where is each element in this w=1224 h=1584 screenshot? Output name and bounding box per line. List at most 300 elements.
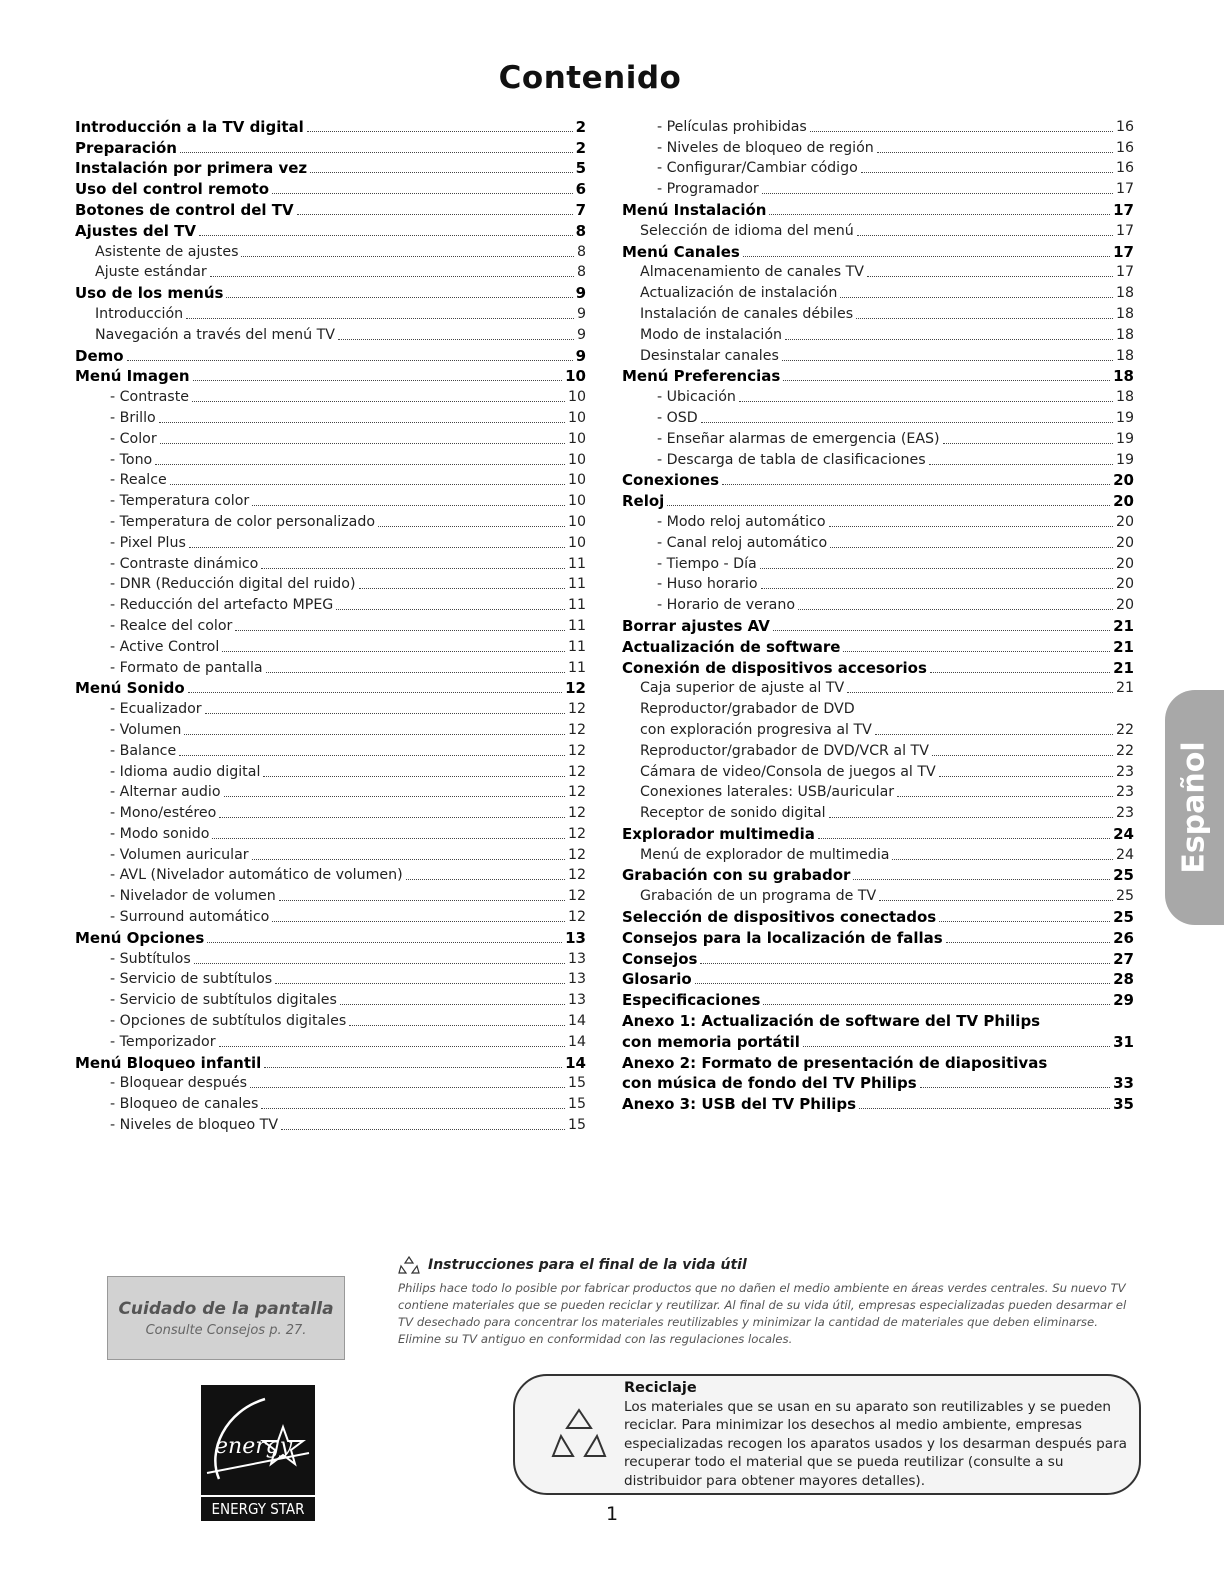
toc-entry xyxy=(75,802,586,823)
toc-entry-page: 10 xyxy=(565,367,586,386)
toc-entry-page: 19 xyxy=(1115,430,1134,447)
dot-leader xyxy=(810,131,1113,132)
toc-entry-page: 2 xyxy=(575,138,586,157)
dot-leader xyxy=(762,193,1113,194)
toc-entry xyxy=(622,740,1134,761)
dot-leader xyxy=(857,235,1113,236)
dot-leader xyxy=(722,484,1110,485)
toc-entry-page: 27 xyxy=(1113,949,1134,968)
dot-leader xyxy=(226,297,572,298)
toc-entry-title: - Contraste dinámico xyxy=(110,555,259,572)
toc-entry-page: 9 xyxy=(576,305,586,322)
toc-entry-title: - Nivelador de volumen xyxy=(110,888,276,905)
dot-leader xyxy=(743,256,1110,257)
dot-leader xyxy=(184,734,565,735)
screen-care-subtitle: Consulte Consejos p. 27. xyxy=(145,1322,307,1338)
toc-entry xyxy=(75,594,586,615)
toc-entry-title: - Niveles de bloqueo de región xyxy=(657,139,874,156)
toc-entry xyxy=(75,345,586,366)
toc-entry xyxy=(75,532,586,553)
page-title: Contenido xyxy=(498,60,682,96)
dot-leader xyxy=(219,817,565,818)
toc-entry xyxy=(622,178,1134,199)
dot-leader xyxy=(773,630,1110,631)
dot-leader xyxy=(186,318,574,319)
toc-entry xyxy=(622,927,1134,948)
toc-entry-page: 10 xyxy=(567,513,586,530)
dot-leader xyxy=(929,464,1113,465)
toc-entry-title: - Programador xyxy=(657,181,759,198)
toc-entry-title: - DNR (Reducción digital del ruido) xyxy=(110,576,356,593)
dot-leader xyxy=(946,942,1110,943)
dot-leader xyxy=(829,817,1113,818)
toc-entry-title: Uso de los menús xyxy=(75,284,224,303)
toc-entry-title: Actualización de software xyxy=(622,637,841,656)
dot-leader xyxy=(867,276,1113,277)
toc-entry-page: 23 xyxy=(1115,805,1134,822)
toc-entry xyxy=(75,1093,586,1114)
toc-entry-title: - Descarga de tabla de clasificaciones xyxy=(657,451,926,468)
toc-entry-page: 17 xyxy=(1113,242,1134,261)
toc-entry-page: 12 xyxy=(567,721,586,738)
toc-entry xyxy=(622,553,1134,574)
toc-right-column xyxy=(622,116,1134,1114)
dot-leader xyxy=(192,401,565,402)
toc-entry-page: 11 xyxy=(567,617,586,634)
toc-entry-page: 8 xyxy=(576,243,586,260)
toc-entry-title: Almacenamiento de canales TV xyxy=(640,264,864,281)
toc-entry-page: 17 xyxy=(1113,200,1134,219)
dot-leader xyxy=(159,422,565,423)
toc-entry-title: - Realce del color xyxy=(110,617,233,634)
toc-entry-page: 10 xyxy=(567,493,586,510)
toc-entry-title: - Surround automático xyxy=(110,909,270,926)
dot-leader xyxy=(281,1129,565,1130)
toc-entry xyxy=(75,449,586,470)
dot-leader xyxy=(930,672,1110,673)
toc-entry-page: 8 xyxy=(575,221,586,240)
toc-entry xyxy=(622,719,1134,740)
toc-entry-title: - Realce xyxy=(110,472,167,489)
toc-entry xyxy=(75,220,586,241)
dot-leader xyxy=(761,588,1113,589)
toc-entry-page: 15 xyxy=(567,1075,586,1092)
toc-entry-page: 21 xyxy=(1113,616,1134,635)
toc-entry xyxy=(75,1010,586,1031)
dot-leader xyxy=(783,380,1110,381)
toc-entry xyxy=(622,428,1134,449)
dot-leader xyxy=(199,235,573,236)
toc-entry-title: Conexión de dispositivos accesorios xyxy=(622,658,927,677)
dot-leader xyxy=(272,921,565,922)
toc-entry-title: - Servicio de subtítulos digitales xyxy=(110,992,337,1009)
toc-entry xyxy=(622,615,1134,636)
toc-entry-title: - Volumen xyxy=(110,721,182,738)
toc-entry-page: 23 xyxy=(1115,763,1134,780)
toc-entry-title: - Opciones de subtítulos digitales xyxy=(110,1013,347,1030)
toc-entry-title: Consejos para la localización de fallas xyxy=(622,928,943,947)
toc-entry-title: Reproductor/grabador de DVD xyxy=(640,701,855,718)
dot-leader xyxy=(843,651,1110,652)
toc-entry-page: 5 xyxy=(575,159,586,178)
toc-entry-title: Consejos xyxy=(622,949,698,968)
toc-entry xyxy=(75,490,586,511)
toc-entry-title: - Formato de pantalla xyxy=(110,659,263,676)
toc-left-column xyxy=(75,116,586,1135)
toc-entry-page: 22 xyxy=(1115,742,1134,759)
toc-entry-title: - Ecualizador xyxy=(110,701,202,718)
toc-entry xyxy=(75,324,586,345)
dot-leader xyxy=(939,776,1113,777)
dot-leader xyxy=(241,256,574,257)
toc-entry-page: 35 xyxy=(1113,1095,1134,1114)
dot-leader xyxy=(336,609,565,610)
toc-entry-title: - Bloqueo de canales xyxy=(110,1096,259,1113)
toc-entry-title: Demo xyxy=(75,346,124,365)
toc-entry xyxy=(75,615,586,636)
toc-entry-title: - Mono/estéreo xyxy=(110,805,217,822)
dot-leader xyxy=(310,172,572,173)
toc-entry-page: 24 xyxy=(1113,824,1134,843)
toc-entry-title: Receptor de sonido digital xyxy=(640,805,826,822)
toc-entry xyxy=(75,823,586,844)
toc-entry-page: 12 xyxy=(567,742,586,759)
dot-leader xyxy=(189,547,565,548)
language-side-tab xyxy=(1165,690,1224,925)
dot-leader xyxy=(760,568,1113,569)
toc-entry xyxy=(75,553,586,574)
toc-entry-title: - Brillo xyxy=(110,409,156,426)
toc-entry-title: Menú Sonido xyxy=(75,679,185,698)
toc-entry-page: 25 xyxy=(1113,908,1134,927)
toc-entry-page: 20 xyxy=(1115,513,1134,530)
dot-leader xyxy=(892,859,1112,860)
toc-entry-title: - Enseñar alarmas de emergencia (EAS) xyxy=(657,430,940,447)
toc-entry-page: 33 xyxy=(1113,1074,1134,1093)
dot-leader xyxy=(700,963,1110,964)
screen-care-box xyxy=(107,1276,345,1360)
toc-entry-page: 11 xyxy=(567,555,586,572)
toc-entry xyxy=(622,636,1134,657)
toc-entry xyxy=(75,719,586,740)
dot-leader xyxy=(769,214,1110,215)
toc-entry xyxy=(622,657,1134,678)
dot-leader xyxy=(297,214,573,215)
toc-entry xyxy=(75,657,586,678)
toc-entry-title: - AVL (Nivelador automático de volumen) xyxy=(110,867,403,884)
toc-entry-page: 18 xyxy=(1115,389,1134,406)
toc-entry-title: Anexo 3: USB del TV Philips xyxy=(622,1095,857,1114)
toc-entry-title: Especificaciones xyxy=(622,991,761,1010)
toc-entry-title: - Reducción del artefacto MPEG xyxy=(110,597,334,614)
toc-entry-page: 14 xyxy=(567,1013,586,1030)
toc-entry-page: 12 xyxy=(567,825,586,842)
toc-entry-page: 19 xyxy=(1115,409,1134,426)
toc-entry-page: 21 xyxy=(1113,637,1134,656)
toc-entry xyxy=(75,470,586,491)
toc-entry-title: Introducción xyxy=(95,305,184,322)
energy-star-label: ENERGY STAR xyxy=(201,1495,315,1521)
dot-leader xyxy=(829,526,1113,527)
toc-entry-title: Menú Opciones xyxy=(75,928,205,947)
toc-entry-title: Anexo 1: Actualización de software del TV Philips xyxy=(622,1012,1041,1031)
toc-entry-page: 20 xyxy=(1115,534,1134,551)
recycle-title: Reciclaje xyxy=(624,1380,697,1396)
toc-entry xyxy=(622,407,1134,428)
end-of-life-title: Instrucciones para el final de la vida útil xyxy=(428,1257,747,1273)
dot-leader xyxy=(263,776,565,777)
toc-entry-page: 12 xyxy=(567,867,586,884)
dot-leader xyxy=(261,1108,565,1109)
dot-leader xyxy=(920,1087,1110,1088)
toc-entry-title: Menú Instalación xyxy=(622,200,767,219)
toc-entry xyxy=(75,199,586,220)
toc-entry-title: Asistente de ajustes xyxy=(95,243,239,260)
dot-leader xyxy=(279,900,565,901)
toc-entry xyxy=(75,282,586,303)
toc-entry xyxy=(75,428,586,449)
toc-entry xyxy=(75,636,586,657)
toc-entry-title: - Niveles de bloqueo TV xyxy=(110,1117,279,1134)
toc-entry xyxy=(622,574,1134,595)
toc-entry xyxy=(75,782,586,803)
toc-entry xyxy=(75,948,586,969)
toc-entry-page: 17 xyxy=(1115,264,1134,281)
dot-leader xyxy=(207,942,562,943)
dot-leader xyxy=(338,339,574,340)
dot-leader xyxy=(859,1108,1110,1109)
dot-leader xyxy=(180,152,573,153)
toc-entry-title: Menú Bloqueo infantil xyxy=(75,1053,262,1072)
toc-entry xyxy=(622,386,1134,407)
toc-entry xyxy=(622,199,1134,220)
language-label: Español xyxy=(1177,741,1213,874)
toc-entry-page: 11 xyxy=(567,576,586,593)
toc-entry xyxy=(622,262,1134,283)
toc-entry xyxy=(622,241,1134,262)
dot-leader xyxy=(264,1067,562,1068)
toc-entry-title: Botones de control del TV xyxy=(75,200,294,219)
toc-entry-title: - Huso horario xyxy=(657,576,758,593)
toc-entry xyxy=(622,1052,1134,1073)
toc-entry-page: 19 xyxy=(1115,451,1134,468)
toc-entry-title: Grabación con su grabador xyxy=(622,866,851,885)
toc-entry xyxy=(75,1073,586,1094)
toc-entry xyxy=(622,470,1134,491)
toc-entry-title: Explorador multimedia xyxy=(622,824,815,843)
toc-entry-page: 18 xyxy=(1115,326,1134,343)
dot-leader xyxy=(340,1004,565,1005)
toc-entry-title: Menú de explorador de multimedia xyxy=(640,846,890,863)
dot-leader xyxy=(763,1004,1110,1005)
toc-entry-title: - Temporizador xyxy=(110,1033,216,1050)
recycle-icon xyxy=(551,1406,607,1460)
dot-leader xyxy=(701,422,1113,423)
toc-entry-page: 20 xyxy=(1115,555,1134,572)
dot-leader xyxy=(127,360,573,361)
dot-leader xyxy=(932,755,1113,756)
toc-entry-title: - Modo sonido xyxy=(110,825,210,842)
dot-leader xyxy=(818,838,1110,839)
dot-leader xyxy=(739,401,1113,402)
toc-entry-page: 13 xyxy=(567,971,586,988)
recycle-small-icon xyxy=(398,1256,420,1274)
toc-entry xyxy=(75,678,586,699)
toc-entry xyxy=(622,844,1134,865)
toc-entry xyxy=(622,885,1134,906)
toc-entry-page: 16 xyxy=(1115,160,1134,177)
toc-entry-title: - Active Control xyxy=(110,638,220,655)
toc-entry xyxy=(622,698,1134,719)
toc-entry-title: Menú Imagen xyxy=(75,367,190,386)
toc-entry-title: - Contraste xyxy=(110,389,189,406)
toc-entry-title: Anexo 2: Formato de presentación de diapositivas xyxy=(622,1053,1048,1072)
toc-entry xyxy=(622,823,1134,844)
dot-leader xyxy=(222,651,565,652)
dot-leader xyxy=(803,1046,1110,1047)
toc-entry-page: 28 xyxy=(1113,970,1134,989)
toc-entry xyxy=(622,948,1134,969)
toc-entry-title: - Bloquear después xyxy=(110,1075,247,1092)
toc-entry-page: 2 xyxy=(575,117,586,136)
dot-leader xyxy=(378,526,565,527)
energy-star-icon xyxy=(205,1391,311,1491)
toc-entry xyxy=(622,906,1134,927)
toc-entry xyxy=(622,802,1134,823)
dot-leader xyxy=(798,609,1113,610)
toc-entry-title: con memoria portátil xyxy=(622,1032,800,1051)
toc-entry-page: 9 xyxy=(576,326,586,343)
toc-entry-title: Grabación de un programa de TV xyxy=(640,888,877,905)
toc-entry-page: 11 xyxy=(567,638,586,655)
toc-entry-page: 17 xyxy=(1115,181,1134,198)
dot-leader xyxy=(272,193,573,194)
toc-entry-page: 7 xyxy=(575,200,586,219)
dot-leader xyxy=(695,983,1110,984)
toc-entry-page: 11 xyxy=(567,597,586,614)
dot-leader xyxy=(943,443,1113,444)
toc-entry-page: 12 xyxy=(567,763,586,780)
toc-entry-page: 16 xyxy=(1115,139,1134,156)
dot-leader xyxy=(210,276,574,277)
toc-entry xyxy=(622,594,1134,615)
toc-entry-page: 15 xyxy=(567,1117,586,1134)
toc-entry xyxy=(622,678,1134,699)
toc-entry-page: 20 xyxy=(1113,492,1134,511)
dot-leader xyxy=(897,796,1113,797)
toc-entry-page: 9 xyxy=(575,284,586,303)
toc-entry-page: 14 xyxy=(567,1033,586,1050)
toc-entry xyxy=(75,1114,586,1135)
toc-entry-page: 12 xyxy=(565,679,586,698)
toc-entry xyxy=(75,844,586,865)
toc-entry-title: Menú Canales xyxy=(622,242,740,261)
toc-entry-title: - Películas prohibidas xyxy=(657,118,807,135)
toc-entry-page: 18 xyxy=(1115,347,1134,364)
toc-entry xyxy=(75,303,586,324)
dot-leader xyxy=(219,1046,565,1047)
toc-entry-title: Borrar ajustes AV xyxy=(622,616,770,635)
dot-leader xyxy=(235,630,565,631)
recycle-body: Los materiales que se usan en su aparato son reutilizables y se pueden reciclar. Para minimizar los desechos al medio ambiente, empresas especializadas recogen los aparatos usados y los desarman después para recuperar todo el material que se pueda reutilizar (consulte a su distribuidor para obtener mayores detalles). xyxy=(624,1399,1127,1489)
toc-entry xyxy=(75,574,586,595)
dot-leader xyxy=(212,838,565,839)
toc-entry-title: Caja superior de ajuste al TV xyxy=(640,680,845,697)
toc-entry-page: 18 xyxy=(1113,367,1134,386)
toc-entry xyxy=(622,1093,1134,1114)
dot-leader xyxy=(252,505,565,506)
toc-entry-title: - Tono xyxy=(110,451,153,468)
toc-entry-title: - Idioma audio digital xyxy=(110,763,261,780)
toc-entry-title: - Modo reloj automático xyxy=(657,513,826,530)
toc-entry-title: - OSD xyxy=(657,409,698,426)
toc-entry-page: 23 xyxy=(1115,784,1134,801)
toc-entry-page: 21 xyxy=(1115,680,1134,697)
toc-entry xyxy=(622,137,1134,158)
toc-entry-page: 10 xyxy=(567,451,586,468)
toc-entry-title: - Ubicación xyxy=(657,389,736,406)
toc-entry-title: Ajuste estándar xyxy=(95,264,207,281)
toc-entry-title: Introducción a la TV digital xyxy=(75,117,304,136)
dot-leader xyxy=(785,339,1113,340)
toc-entry xyxy=(622,1031,1134,1052)
toc-entry xyxy=(75,1052,586,1073)
toc-entry xyxy=(622,865,1134,886)
dot-leader xyxy=(205,713,565,714)
toc-entry-page: 9 xyxy=(575,346,586,365)
toc-entry-title: Uso del control remoto xyxy=(75,180,270,199)
toc-entry xyxy=(75,1031,586,1052)
toc-entry xyxy=(75,241,586,262)
toc-entry-page: 11 xyxy=(567,659,586,676)
toc-entry-page: 10 xyxy=(567,389,586,406)
toc-entry xyxy=(75,927,586,948)
toc-entry xyxy=(622,158,1134,179)
dot-leader xyxy=(861,172,1113,173)
end-of-life-body: Philips hace todo lo posible por fabricar productos que no dañen el medio ambiente en áreas verdes centrales. Su nuevo TV contiene materiales que se pueden reciclar y reutilizar. Al final de su vida útil, empresas especializadas pueden desarmar el TV desechado para concentrar los materiales reutilizables y minimizar la cantidad de materiales que deben eliminarse. Elimine su TV antiguo en conformidad con las regulaciones locales. xyxy=(398,1281,1127,1346)
dot-leader xyxy=(155,464,565,465)
toc-entry xyxy=(622,116,1134,137)
toc-entry-title: - Pixel Plus xyxy=(110,534,186,551)
toc-entry-page: 20 xyxy=(1113,471,1134,490)
toc-entry xyxy=(75,885,586,906)
toc-entry-title: - Canal reloj automático xyxy=(657,534,828,551)
toc-entry-page: 13 xyxy=(567,950,586,967)
toc-entry xyxy=(622,989,1134,1010)
toc-entry-title: Ajustes del TV xyxy=(75,221,196,240)
toc-entry-title: - Horario de verano xyxy=(657,597,796,614)
toc-entry-page: 21 xyxy=(1113,658,1134,677)
toc-entry-page: 29 xyxy=(1113,991,1134,1010)
dot-leader xyxy=(667,505,1110,506)
dot-leader xyxy=(840,297,1113,298)
toc-entry xyxy=(622,220,1134,241)
toc-entry xyxy=(622,1010,1134,1031)
dot-leader xyxy=(830,547,1113,548)
toc-entry-title: - Temperatura color xyxy=(110,493,250,510)
toc-entry-title: - Color xyxy=(110,430,157,447)
toc-entry xyxy=(622,366,1134,387)
toc-entry-title: Desinstalar canales xyxy=(640,347,779,364)
dot-leader xyxy=(261,568,565,569)
toc-entry xyxy=(75,137,586,158)
toc-entry-page: 13 xyxy=(565,928,586,947)
dot-leader xyxy=(252,859,565,860)
dot-leader xyxy=(349,1025,565,1026)
toc-entry-page: 22 xyxy=(1115,721,1134,738)
toc-entry-title: Instalación de canales débiles xyxy=(640,305,854,322)
toc-entry-page: 10 xyxy=(567,430,586,447)
